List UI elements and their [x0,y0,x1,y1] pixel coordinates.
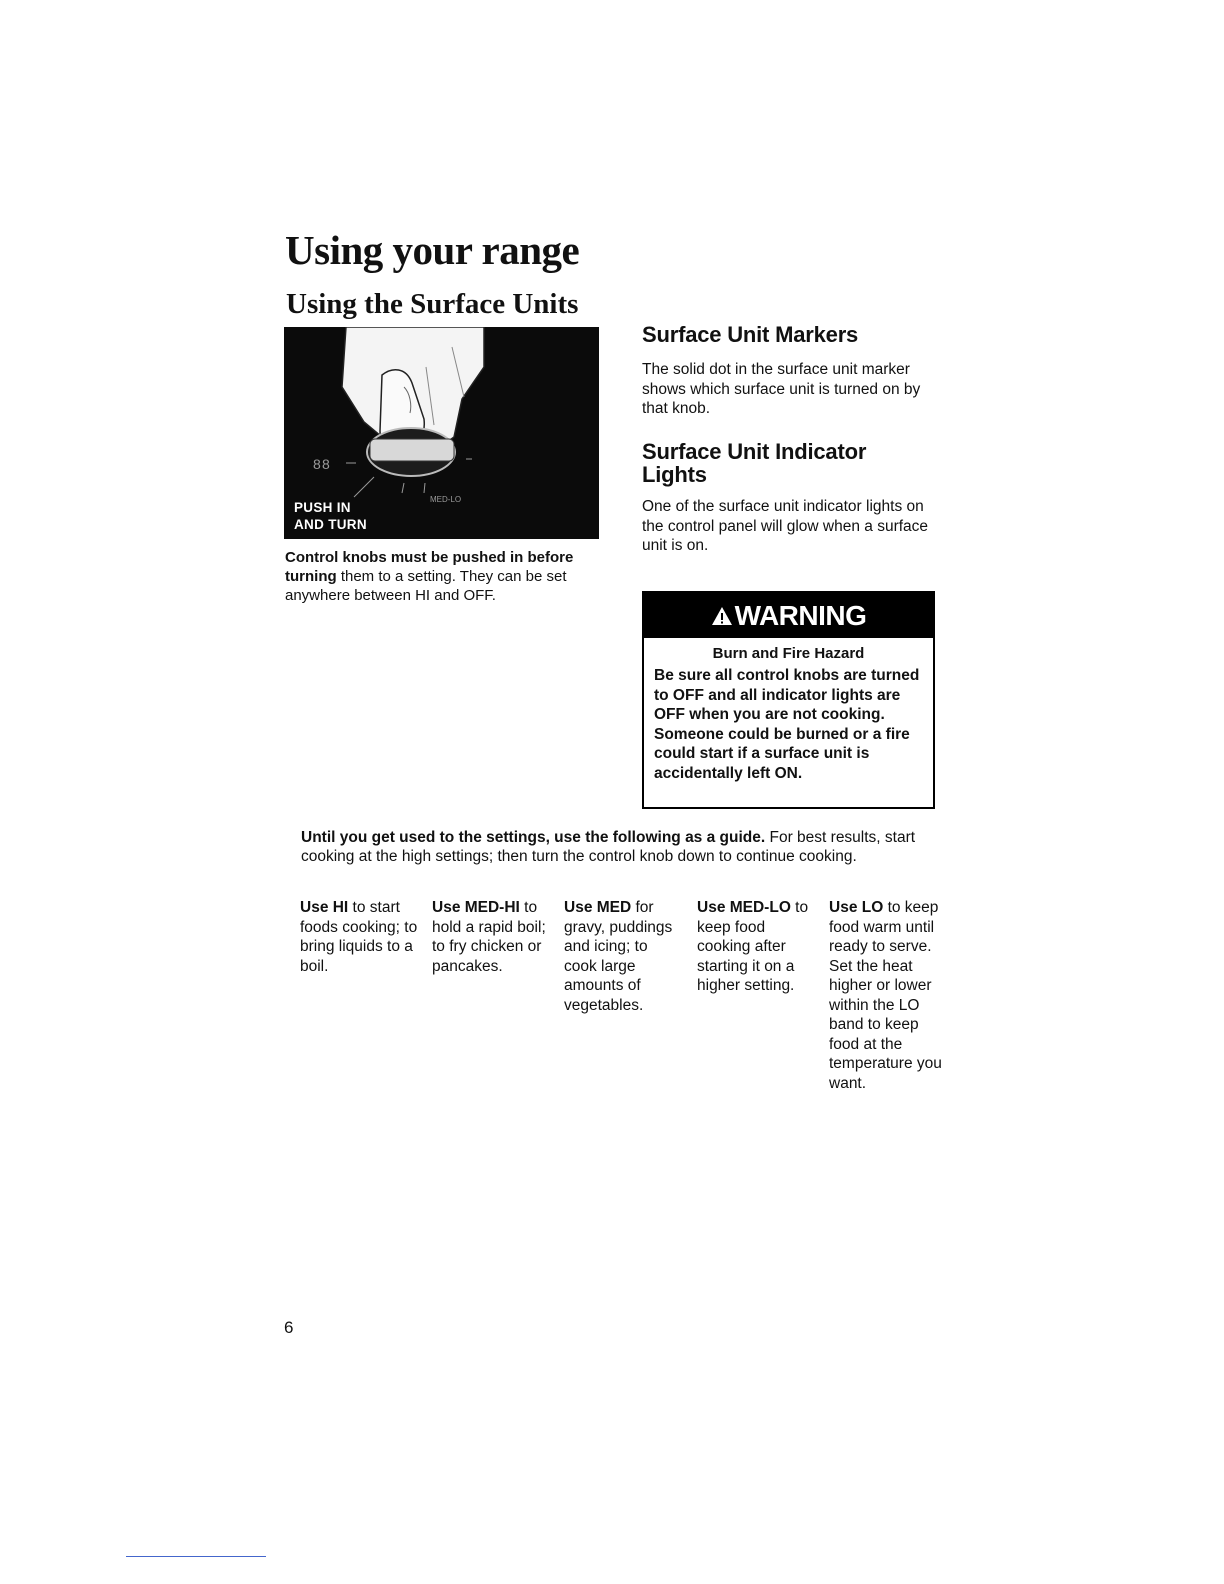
page-title: Using your range [285,227,580,273]
svg-text:8: 8 [313,456,321,472]
warning-body: Be sure all control knobs are turned to OFF and all indicator lights are OFF when you are not cooking. Someone could be burned or a fire could start if a surface unit is accidentally left ON. [654,667,920,782]
markers-heading: Surface Unit Markers [642,322,859,347]
warning-header: WARNING [644,593,933,638]
warning-subtitle: Burn and Fire Hazard [712,645,865,662]
footer-divider [126,1556,266,1557]
svg-text:8: 8 [322,456,330,472]
markers-body: The solid dot in the surface unit marker shows which surface unit is turned on by that knob. [642,361,921,417]
setting-med-hi: Use MED-HI to hold a rapid boil; to fry chicken or pancakes. [432,899,546,975]
setting-med-lo: Use MED-LO to keep food cooking after starting it on a higher setting. [697,899,809,994]
warning-box [642,591,935,809]
settings-guide-intro: Until you get used to the settings, use the following as a guide. For best results, start cooking at the high settings; then turn the control knob down to continue cooking. [301,829,916,865]
indicator-lights-heading: Surface Unit Indicator Lights [642,439,867,487]
knob-setting-text: MED-LO [430,495,462,504]
setting-lo: Use LO to keep food warm until ready to serve. Set the heat higher or lower within the LO band to keep food at the temperature you want. [829,899,942,1092]
page-number: 6 [284,1318,294,1337]
setting-med: Use MED for gravy, puddings and icing; to cook large amounts of vegetables. [564,899,673,1014]
push-in-label: PUSH IN AND TURN [294,500,367,532]
knob-photo [284,327,599,539]
photo-caption: Control knobs must be pushed in before turning them to a setting. They can be set anywhere between HI and OFF. [285,549,574,604]
indicator-lights-body: One of the surface unit indicator lights on the control panel will glow when a surface unit is on. [642,498,929,554]
warning-triangle-icon [711,606,733,626]
section-title: Using the Surface Units [286,288,579,320]
setting-hi: Use HI to start foods cooking; to bring liquids to a boil. [300,899,418,975]
